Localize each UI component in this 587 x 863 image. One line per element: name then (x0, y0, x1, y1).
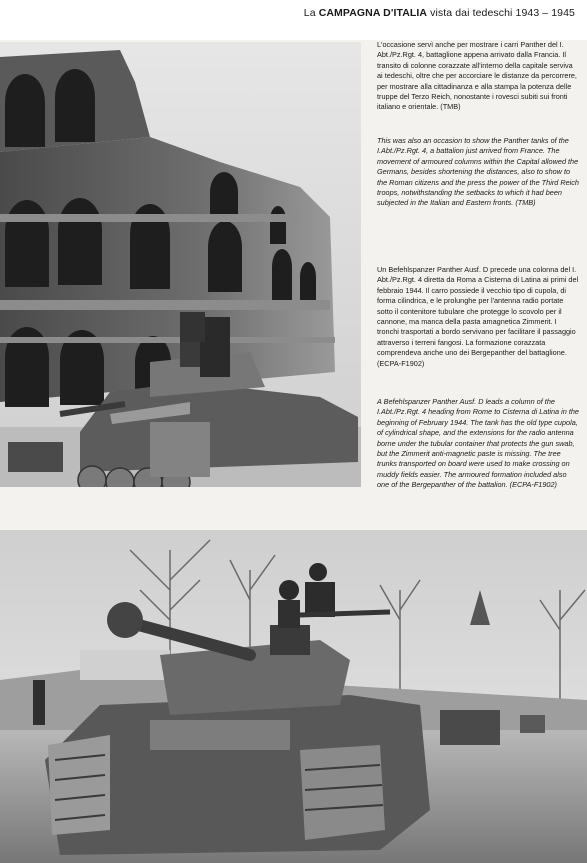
caption-bottom-italian-text: Un Befehlspanzer Panther Ausf. D precede una colonna del I. Abt./Pz.Rgt. 4 diretta da Roma a Cisterna di Latina ai primi del febbraio 1944. Il carro possiede il vecchio tipo di cupola, di forma cilindrica, e le prolunghe per l'antenna radio portate sotto il contenitore tubulare che protegge lo scovolo per il cannone, ma manca della pasta amagnetica Zimmerit. I tronchi trasportati a bordo servivano per facilitare il passaggio attraverso i terreni fangosi. La formazione corazzata comprendeva anche uno dei Bergepanther del battaglione. (ECPA-F1902) (377, 265, 579, 368)
header-title: CAMPAGNA D'ITALIA (318, 7, 428, 19)
caption-bottom-english (377, 397, 579, 491)
photo-panther-column (0, 530, 587, 863)
header-prefix: La (303, 7, 316, 19)
page-header (0, 0, 587, 40)
photo-panther-column-image (0, 530, 587, 863)
caption-bottom-english-text: A Befehlspanzer Panther Ausf. D leads a column of the I.Abt./Pz.Rgt. 4 heading from Rome to Cisterna di Latina in the beginning of February 1944. The tank has the old type cupola, of cylindrical shape, and the extensions for the radio antenna borne under the tubular container that protects the gun swab, but the Zimmerit anti-magnetic paste is missing. The tree trunks transported on board were used to make crossing on muddy fields easier. The armoured formation included also one of the Bergepanther of the battalion. (ECPA-F1902) (377, 397, 579, 490)
caption-top-italian (377, 40, 579, 113)
photo-colosseum-image (0, 42, 361, 487)
header-subtitle: vista dai tedeschi 1943 – 1945 (430, 7, 575, 19)
photo-colosseum-panther (0, 42, 361, 487)
caption-top-italian-text: L'occasione servì anche per mostrare i carri Panther del I. Abt./Pz.Rgt. 4, battaglione appena arrivato dalla Francia. Il transito di colonne corazzate all'interno della capitale serviva ai tedeschi, oltre che per accorciare le distanze da percorrere, per mostrare alla cittadinanza e alla stampa la potenza delle truppe del Terzo Reich, nonostante i rovesci subiti sui fronti italiano e orientale. (TMB) (377, 40, 577, 112)
caption-top-english (377, 136, 579, 209)
running-title (304, 7, 575, 19)
caption-top-english-text: This was also an occasion to show the Panther tanks of the I.Abt./Pz.Rgt. 4, a battalion just arrived from France. The movement of armoured columns within the Capital allowed the Germans, besides shortening the distances, also to show to the Roman citizens and the press the power of the Third Reich troops, notwithstanding the setbacks to which it had been subjected in the Italian and Eastern fronts. (TMB) (377, 136, 579, 208)
caption-bottom-italian (377, 265, 579, 369)
